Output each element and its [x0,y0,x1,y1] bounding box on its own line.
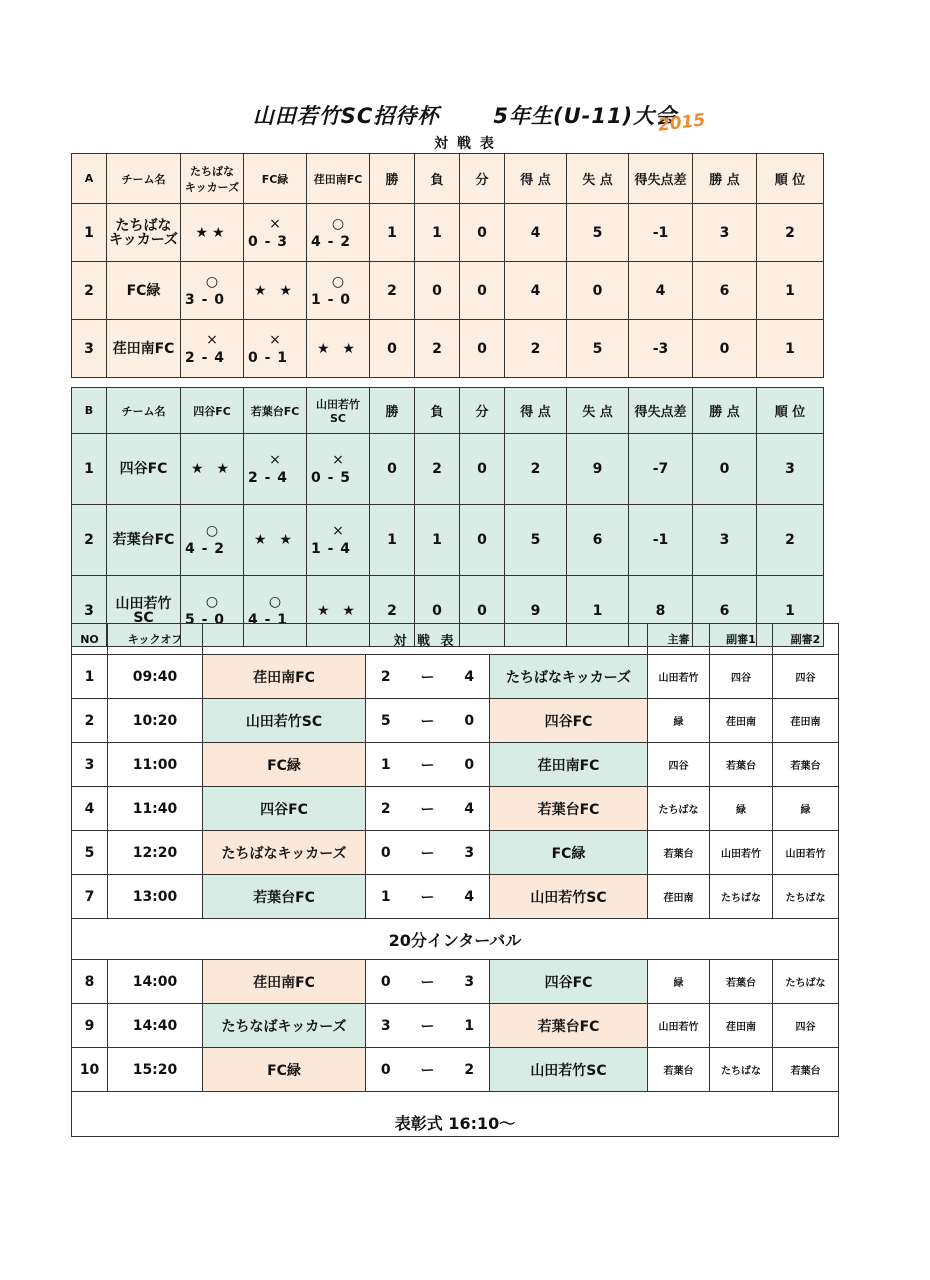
goals-against: 0 [567,262,629,320]
header-cell: 負 [415,388,460,434]
goals-for: 9 [505,576,567,647]
result-cell [244,434,307,505]
goal-difference: 4 [629,262,693,320]
losses: 0 [415,576,460,647]
goal-difference: 8 [629,576,693,647]
assistant-referee-2: 山田若竹 [773,831,839,875]
home-team: FC緑 [203,1048,366,1092]
page-subtitle: 対 戦 表 [434,136,496,152]
year-label: 2015 [656,110,707,136]
assistant-referee-1: 荏田南 [710,699,773,743]
result-mark: ○ [205,594,219,610]
rank: 2 [757,204,824,262]
referee: 山田若竹 [648,655,710,699]
rank: 1 [757,262,824,320]
goals-for: 5 [505,505,567,576]
header-cell: 失 点 [567,154,629,204]
home-score: 3 [366,1004,406,1048]
kickoff-time: 15:20 [108,1048,203,1092]
kickoff-time: 11:40 [108,787,203,831]
header-cell: 勝 点 [693,388,757,434]
goal-difference: -1 [629,505,693,576]
header-cell: 得失点差 [629,388,693,434]
assistant-referee-2: 四谷 [773,1004,839,1048]
referee: たちばな [648,787,710,831]
header-cell: 負 [415,154,460,204]
kickoff-time: 09:40 [108,655,203,699]
result-mark: ○ [268,594,282,610]
match-row [72,699,839,743]
match-number: 2 [72,699,108,743]
assistant-referee-2: たちばな [773,875,839,919]
kickoff-time: 11:00 [108,743,203,787]
away-team: 四谷FC [490,699,648,743]
group-a-header-row [72,154,824,204]
col-assistant2: 副審2 [773,624,839,655]
score-separator: ー [406,655,450,699]
match-number: 1 [72,655,108,699]
self-match-mark: ★ ★ [317,340,359,357]
result-mark: × [332,523,344,539]
referee: 緑 [648,699,710,743]
result-cell [244,505,307,576]
away-score: 4 [450,787,490,831]
match-number: 5 [72,831,108,875]
home-score: 1 [366,875,406,919]
losses: 1 [415,204,460,262]
losses: 2 [415,434,460,505]
row-number: 3 [72,320,107,378]
group-b-table [71,387,824,647]
referee: 荏田南 [648,875,710,919]
losses: 0 [415,262,460,320]
match-score: 4 - 2 [185,541,226,557]
home-team: 荏田南FC [203,655,366,699]
referee: 四谷 [648,743,710,787]
home-team: 四谷FC [203,787,366,831]
result-cell [244,204,307,262]
header-cell: 分 [460,154,505,204]
award-row [72,1092,839,1137]
assistant-referee-1: 四谷 [710,655,773,699]
match-score: 0 - 1 [248,349,289,366]
wins: 1 [370,204,415,262]
score-separator: ー [406,743,450,787]
away-score: 2 [450,1048,490,1092]
team-row [72,320,824,378]
wins: 1 [370,505,415,576]
self-match-mark: ★ ★ [191,461,233,477]
result-mark: ○ [331,215,345,232]
score-separator: ー [406,699,450,743]
assistant-referee-2: 四谷 [773,655,839,699]
header-cell: チーム名 [107,388,181,434]
score-separator: ー [406,787,450,831]
header-cell: チーム名 [107,154,181,204]
assistant-referee-2: たちばな [773,960,839,1004]
result-mark: × [269,215,281,232]
draws: 0 [460,576,505,647]
points: 3 [693,204,757,262]
award-ceremony: 表彰式 16:10～ [72,1092,839,1137]
assistant-referee-1: 山田若竹 [710,831,773,875]
match-row [72,655,839,699]
match-row [72,743,839,787]
header-cell: 得 点 [505,388,567,434]
home-score: 2 [366,655,406,699]
result-cell [307,434,370,505]
points: 0 [693,320,757,378]
away-team: 四谷FC [490,960,648,1004]
goals-for: 4 [505,204,567,262]
home-score: 0 [366,960,406,1004]
tournament-name: 山田若竹SC招待杯 [252,104,440,128]
away-score: 4 [450,655,490,699]
match-number: 4 [72,787,108,831]
match-score: 1 - 0 [311,291,352,308]
team-row [72,262,824,320]
kickoff-time: 13:00 [108,875,203,919]
draws: 0 [460,434,505,505]
header-cell: 荏田南FC [307,154,370,204]
tournament-division: 5年生(U-11)大会 [493,104,678,128]
match-number: 9 [72,1004,108,1048]
match-row [72,875,839,919]
result-mark: ○ [205,273,219,290]
result-cell [307,320,370,378]
header-cell: 分 [460,388,505,434]
result-cell [181,204,244,262]
draws: 0 [460,262,505,320]
row-number: 2 [72,505,107,576]
page-title [0,100,930,130]
col-no: NO [72,624,108,655]
goals-against: 9 [567,434,629,505]
interval-label: 20分インターバル [72,919,839,960]
match-row [72,1004,839,1048]
result-mark: × [332,452,344,468]
wins: 0 [370,434,415,505]
assistant-referee-1: たちばな [710,875,773,919]
assistant-referee-1: 荏田南 [710,1004,773,1048]
home-team: FC緑 [203,743,366,787]
away-team: 荏田南FC [490,743,648,787]
result-mark: × [269,331,281,348]
score-separator: ー [406,875,450,919]
group-b-header-row [72,388,824,434]
assistant-referee-1: たちばな [710,1048,773,1092]
rank: 1 [757,320,824,378]
away-score: 0 [450,743,490,787]
match-number: 8 [72,960,108,1004]
row-number: 2 [72,262,107,320]
header-cell: 若葉台FC [244,388,307,434]
team-row [72,204,824,262]
points: 6 [693,262,757,320]
match-score: 0 - 5 [311,470,352,486]
away-team: 山田若竹SC [490,1048,648,1092]
kickoff-time: 14:40 [108,1004,203,1048]
home-team: 山田若竹SC [203,699,366,743]
wins: 2 [370,576,415,647]
result-cell [181,262,244,320]
header-cell: 失 点 [567,388,629,434]
team-row [72,505,824,576]
self-match-mark: ★ ★ [254,532,296,548]
result-cell [181,320,244,378]
match-score: 4 - 2 [311,233,352,250]
draws: 0 [460,204,505,262]
rank: 3 [757,434,824,505]
points: 0 [693,434,757,505]
home-team: たちなばキッカーズ [203,1004,366,1048]
result-mark: × [269,452,281,468]
result-mark: ○ [331,273,345,290]
goals-for: 2 [505,320,567,378]
result-cell [181,505,244,576]
header-cell: 四谷FC [181,388,244,434]
assistant-referee-1: 若葉台 [710,960,773,1004]
team-row [72,434,824,505]
col-referee: 主審 [648,624,710,655]
self-match-mark: ★★ [195,224,229,241]
result-cell [307,204,370,262]
score-separator: ー [406,960,450,1004]
team-name: 荏田南FC [107,320,181,378]
match-row [72,1048,839,1092]
result-cell [181,434,244,505]
match-score: 2 - 4 [185,349,226,366]
score-separator: ー [406,831,450,875]
team-name: 山田若竹SC [107,576,181,647]
home-score: 1 [366,743,406,787]
referee: 山田若竹 [648,1004,710,1048]
header-cell: 得 点 [505,154,567,204]
match-number: 10 [72,1048,108,1092]
match-number: 3 [72,743,108,787]
score-separator: ー [406,1004,450,1048]
assistant-referee-2: 若葉台 [773,1048,839,1092]
team-name: FC緑 [107,262,181,320]
rank: 1 [757,576,824,647]
home-score: 0 [366,1048,406,1092]
result-cell [307,505,370,576]
match-score: 5 - 0 [185,612,226,628]
away-score: 0 [450,699,490,743]
match-score: 0 - 3 [248,233,289,250]
points: 3 [693,505,757,576]
points: 6 [693,576,757,647]
interval-row [72,919,839,960]
team-name: 四谷FC [107,434,181,505]
header-cell: たちばな キッカーズ [181,154,244,204]
losses: 1 [415,505,460,576]
header-cell: 得失点差 [629,154,693,204]
referee: 緑 [648,960,710,1004]
away-score: 4 [450,875,490,919]
kickoff-time: 14:00 [108,960,203,1004]
goal-difference: -1 [629,204,693,262]
assistant-referee-2: 若葉台 [773,743,839,787]
away-team: 若葉台FC [490,1004,648,1048]
home-team: 荏田南FC [203,960,366,1004]
home-score: 0 [366,831,406,875]
away-score: 1 [450,1004,490,1048]
col-kickoff: キックオフ [108,624,203,655]
self-match-mark: ★ ★ [254,282,296,299]
header-cell: 勝 [370,154,415,204]
goals-against: 5 [567,204,629,262]
away-team: たちばなキッカーズ [490,655,648,699]
losses: 2 [415,320,460,378]
team-name: 若葉台FC [107,505,181,576]
wins: 0 [370,320,415,378]
match-score: 2 - 4 [248,470,289,486]
match-row [72,831,839,875]
goals-against: 6 [567,505,629,576]
header-cell: FC緑 [244,154,307,204]
match-score: 4 - 1 [248,612,289,628]
rank: 2 [757,505,824,576]
draws: 0 [460,320,505,378]
header-cell: 順 位 [757,388,824,434]
goals-for: 2 [505,434,567,505]
team-name: たちばな キッカーズ [107,204,181,262]
header-cell: 勝 [370,388,415,434]
result-cell [244,262,307,320]
group-label: A [72,154,107,204]
match-row [72,787,839,831]
result-cell [307,262,370,320]
header-cell: 山田若竹 SC [307,388,370,434]
goal-difference: -3 [629,320,693,378]
col-match: 対 戦 表 [203,624,648,655]
away-team: FC緑 [490,831,648,875]
header-cell: 勝 点 [693,154,757,204]
away-score: 3 [450,831,490,875]
assistant-referee-2: 緑 [773,787,839,831]
row-number: 3 [72,576,107,647]
goals-against: 5 [567,320,629,378]
schedule-header-row [72,624,839,655]
away-team: 若葉台FC [490,787,648,831]
header-cell: 順 位 [757,154,824,204]
result-mark: ○ [205,523,219,539]
self-match-mark: ★ ★ [317,603,359,619]
away-team: 山田若竹SC [490,875,648,919]
wins: 2 [370,262,415,320]
kickoff-time: 12:20 [108,831,203,875]
row-number: 1 [72,434,107,505]
home-team: 若葉台FC [203,875,366,919]
result-cell [244,320,307,378]
row-number: 1 [72,204,107,262]
match-score: 1 - 4 [311,541,352,557]
group-label: B [72,388,107,434]
assistant-referee-2: 荏田南 [773,699,839,743]
draws: 0 [460,505,505,576]
home-score: 5 [366,699,406,743]
match-number: 7 [72,875,108,919]
match-score: 3 - 0 [185,291,226,308]
home-score: 2 [366,787,406,831]
assistant-referee-1: 若葉台 [710,743,773,787]
referee: 若葉台 [648,831,710,875]
away-score: 3 [450,960,490,1004]
kickoff-time: 10:20 [108,699,203,743]
schedule-table [71,623,839,1137]
col-assistant1: 副審1 [710,624,773,655]
referee: 若葉台 [648,1048,710,1092]
result-mark: × [206,331,218,348]
goal-difference: -7 [629,434,693,505]
match-row [72,960,839,1004]
assistant-referee-1: 緑 [710,787,773,831]
score-separator: ー [406,1048,450,1092]
group-a-table [71,153,824,378]
goals-for: 4 [505,262,567,320]
goals-against: 1 [567,576,629,647]
home-team: たちばなキッカーズ [203,831,366,875]
